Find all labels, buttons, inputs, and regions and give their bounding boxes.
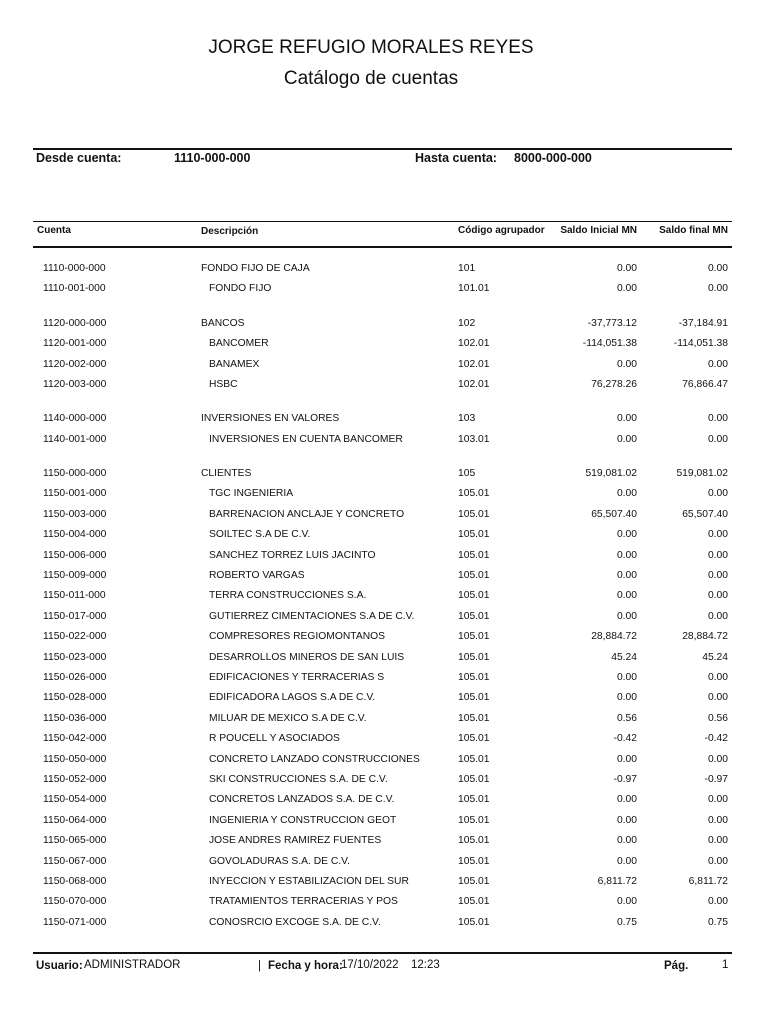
footer-datetime-label: Fecha y hora: bbox=[268, 960, 343, 972]
opening-balance: 65,507.40 bbox=[591, 508, 637, 520]
grouping-code: 102.01 bbox=[458, 338, 490, 350]
table-row bbox=[0, 379, 768, 397]
opening-balance: 0.00 bbox=[616, 610, 637, 622]
footer-page-value: 1 bbox=[722, 959, 729, 971]
opening-balance: 76,278.26 bbox=[591, 378, 637, 390]
account-description: HSBC bbox=[209, 378, 238, 390]
closing-balance: -0.97 bbox=[704, 773, 728, 785]
table-row bbox=[0, 468, 768, 486]
account-code: 1150-011-000 bbox=[43, 590, 106, 602]
account-description: DESARROLLOS MINEROS DE SAN LUIS bbox=[209, 651, 405, 663]
account-description: BANCOMER bbox=[209, 338, 269, 350]
grouping-code: 105.01 bbox=[458, 794, 490, 806]
grouping-code: 102.01 bbox=[458, 378, 490, 390]
account-description: GOVOLADURAS S.A. DE C.V. bbox=[209, 855, 350, 867]
closing-balance: 0.00 bbox=[707, 855, 728, 867]
closing-balance: 0.00 bbox=[707, 753, 728, 765]
account-code: 1150-036-000 bbox=[43, 712, 107, 724]
account-code: 1120-000-000 bbox=[43, 317, 107, 329]
closing-balance: -114,051.38 bbox=[673, 338, 728, 350]
opening-balance: 0.00 bbox=[616, 358, 637, 370]
account-description: R POUCELL Y ASOCIADOS bbox=[209, 733, 340, 745]
account-code: 1120-001-000 bbox=[43, 338, 107, 350]
table-row bbox=[0, 529, 768, 547]
closing-balance: -37,184.91 bbox=[678, 317, 728, 329]
table-row bbox=[0, 652, 768, 670]
account-code: 1150-022-000 bbox=[43, 631, 107, 643]
table-row bbox=[0, 794, 768, 812]
account-code: 1150-052-000 bbox=[43, 773, 107, 785]
account-code: 1150-003-000 bbox=[43, 508, 107, 520]
opening-balance: 0.00 bbox=[616, 283, 637, 295]
account-code: 1150-023-000 bbox=[43, 651, 107, 663]
opening-balance: 0.00 bbox=[616, 488, 637, 500]
grouping-code: 105.01 bbox=[458, 773, 490, 785]
table-row bbox=[0, 509, 768, 527]
table-row bbox=[0, 835, 768, 853]
grouping-code: 105.01 bbox=[458, 916, 490, 928]
account-code: 1150-001-000 bbox=[43, 488, 107, 500]
table-row bbox=[0, 318, 768, 336]
closing-balance: 519,081.02 bbox=[676, 467, 728, 479]
account-code: 1150-009-000 bbox=[43, 569, 107, 581]
table-row bbox=[0, 692, 768, 710]
grouping-code: 105.01 bbox=[458, 814, 490, 826]
table-row bbox=[0, 434, 768, 452]
account-description: CONCRETO LANZADO CONSTRUCCIONES bbox=[209, 753, 420, 765]
footer-time-value: 12:23 bbox=[411, 959, 440, 971]
account-description: EDIFICACIONES Y TERRACERIAS S bbox=[209, 671, 385, 683]
grouping-code: 102 bbox=[458, 317, 476, 329]
opening-balance: 0.00 bbox=[616, 835, 637, 847]
grouping-code: 105.01 bbox=[458, 651, 490, 663]
account-code: 1150-065-000 bbox=[43, 835, 107, 847]
table-row bbox=[0, 359, 768, 377]
opening-balance: 0.00 bbox=[616, 433, 637, 445]
grouping-code: 101 bbox=[458, 263, 476, 274]
company-name: JORGE REFUGIO MORALES REYES bbox=[208, 37, 534, 58]
col-header-saldo-final: Saldo final MN bbox=[659, 225, 728, 236]
table-row bbox=[0, 754, 768, 772]
table-row bbox=[0, 590, 768, 608]
closing-balance: 0.00 bbox=[707, 692, 728, 704]
account-description: EDIFICADORA LAGOS S.A DE C.V. bbox=[209, 692, 376, 704]
grouping-code: 105.01 bbox=[458, 590, 490, 602]
account-code: 1110-000-000 bbox=[43, 263, 106, 274]
closing-balance: 0.00 bbox=[707, 488, 728, 500]
account-code: 1150-070-000 bbox=[43, 896, 107, 908]
closing-balance: 0.00 bbox=[707, 671, 728, 683]
to-account-label: Hasta cuenta: bbox=[415, 151, 497, 165]
account-description: BARRENACION ANCLAJE Y CONCRETO bbox=[209, 508, 405, 520]
account-description: INYECCION Y ESTABILIZACION DEL SUR bbox=[209, 875, 409, 887]
grouping-code: 102.01 bbox=[458, 358, 490, 370]
account-description: ROBERTO VARGAS bbox=[209, 569, 305, 581]
grouping-code: 105.01 bbox=[458, 753, 490, 765]
closing-balance: 0.00 bbox=[707, 433, 728, 445]
footer-page-label: Pág. bbox=[664, 960, 689, 972]
account-code: 1150-028-000 bbox=[43, 692, 107, 704]
report-title: Catálogo de cuentas bbox=[283, 68, 459, 89]
footer-top-rule bbox=[33, 952, 732, 954]
account-description: INVERSIONES EN CUENTA BANCOMER bbox=[209, 433, 403, 445]
grouping-code: 103.01 bbox=[458, 433, 490, 445]
grouping-code: 105.01 bbox=[458, 855, 490, 867]
table-row bbox=[0, 774, 768, 792]
closing-balance: 0.00 bbox=[707, 358, 728, 370]
table-row bbox=[0, 488, 768, 506]
account-description: BANCOS bbox=[201, 317, 245, 329]
grouping-code: 105.01 bbox=[458, 835, 490, 847]
grouping-code: 105.01 bbox=[458, 569, 490, 581]
footer-user-label: Usuario: bbox=[36, 960, 83, 972]
opening-balance: 0.00 bbox=[616, 814, 637, 826]
closing-balance: 0.00 bbox=[707, 896, 728, 908]
closing-balance: 0.00 bbox=[707, 283, 728, 295]
table-row bbox=[0, 631, 768, 649]
account-code: 1150-000-000 bbox=[43, 467, 107, 479]
account-description: TRATAMIENTOS TERRACERIAS Y POS bbox=[209, 896, 398, 908]
opening-balance: 0.00 bbox=[616, 549, 637, 561]
grouping-code: 105.01 bbox=[458, 733, 490, 745]
opening-balance: 0.00 bbox=[616, 590, 637, 602]
grouping-code: 101.01 bbox=[458, 283, 490, 295]
table-row bbox=[0, 733, 768, 751]
account-description: INGENIERIA Y CONSTRUCCION GEOT bbox=[209, 814, 397, 826]
table-row bbox=[0, 283, 768, 301]
account-code: 1150-006-000 bbox=[43, 549, 107, 561]
from-account-value: 1110-000-000 bbox=[174, 151, 251, 165]
account-code: 1150-017-000 bbox=[43, 610, 107, 622]
opening-balance: 0.00 bbox=[616, 855, 637, 867]
closing-balance: 65,507.40 bbox=[682, 508, 728, 520]
account-code: 1150-054-000 bbox=[43, 794, 107, 806]
grouping-code: 105.01 bbox=[458, 508, 490, 520]
col-header-cuenta: Cuenta bbox=[37, 225, 71, 236]
account-code: 1150-071-000 bbox=[43, 916, 107, 928]
grouping-code: 105.01 bbox=[458, 610, 490, 622]
table-row bbox=[0, 896, 768, 914]
grouping-code: 105.01 bbox=[458, 549, 490, 561]
opening-balance: 0.75 bbox=[616, 916, 637, 928]
closing-balance: 0.00 bbox=[707, 814, 728, 826]
footer-date-value: 17/10/2022 bbox=[341, 959, 399, 971]
opening-balance: 0.00 bbox=[616, 692, 637, 704]
opening-balance: 0.00 bbox=[616, 569, 637, 581]
opening-balance: -114,051.38 bbox=[582, 338, 637, 350]
opening-balance: -0.42 bbox=[613, 733, 637, 745]
opening-balance: 0.00 bbox=[616, 263, 637, 274]
grouping-code: 105.01 bbox=[458, 896, 490, 908]
account-code: 1150-042-000 bbox=[43, 733, 107, 745]
account-description: CLIENTES bbox=[201, 467, 252, 479]
table-row bbox=[0, 611, 768, 629]
account-code: 1120-003-000 bbox=[43, 378, 107, 390]
closing-balance: 0.00 bbox=[707, 413, 728, 425]
closing-balance: 76,866.47 bbox=[682, 378, 728, 390]
account-code: 1150-068-000 bbox=[43, 875, 107, 887]
opening-balance: 0.00 bbox=[616, 671, 637, 683]
col-header-saldo-inicial: Saldo Inicial MN bbox=[560, 225, 637, 236]
account-code: 1150-004-000 bbox=[43, 529, 107, 541]
grouping-code: 105.01 bbox=[458, 692, 490, 704]
table-row bbox=[0, 570, 768, 588]
opening-balance: 0.00 bbox=[616, 529, 637, 541]
account-description: SKI CONSTRUCCIONES S.A. DE C.V. bbox=[209, 773, 388, 785]
table-row bbox=[0, 413, 768, 431]
opening-balance: 28,884.72 bbox=[591, 631, 637, 643]
grouping-code: 105.01 bbox=[458, 529, 490, 541]
closing-balance: -0.42 bbox=[704, 733, 728, 745]
account-description: SANCHEZ TORREZ LUIS JACINTO bbox=[209, 549, 376, 561]
closing-balance: 45.24 bbox=[702, 651, 728, 663]
closing-balance: 0.00 bbox=[707, 263, 728, 274]
account-code: 1110-001-000 bbox=[43, 283, 106, 295]
account-code: 1120-002-000 bbox=[43, 358, 107, 370]
opening-balance: 0.00 bbox=[616, 413, 637, 425]
closing-balance: 0.00 bbox=[707, 549, 728, 561]
account-code: 1150-067-000 bbox=[43, 855, 107, 867]
opening-balance: 0.56 bbox=[616, 712, 637, 724]
account-code: 1140-000-000 bbox=[43, 413, 107, 425]
opening-balance: 45.24 bbox=[611, 651, 637, 663]
table-row bbox=[0, 876, 768, 894]
table-row bbox=[0, 856, 768, 874]
col-header-codigo: Código agrupador bbox=[458, 225, 545, 236]
table-row bbox=[0, 338, 768, 356]
table-row bbox=[0, 550, 768, 568]
closing-balance: 0.00 bbox=[707, 794, 728, 806]
col-header-descripcion: Descripción bbox=[201, 226, 259, 237]
table-row bbox=[0, 815, 768, 833]
opening-balance: 519,081.02 bbox=[585, 467, 637, 479]
closing-balance: 28,884.72 bbox=[682, 631, 728, 643]
account-description: BANAMEX bbox=[209, 358, 260, 370]
account-description: CONCRETOS LANZADOS S.A. DE C.V. bbox=[209, 794, 395, 806]
account-description: TERRA CONSTRUCCIONES S.A. bbox=[209, 590, 367, 602]
account-description: COMPRESORES REGIOMONTANOS bbox=[209, 631, 386, 643]
account-code: 1150-026-000 bbox=[43, 671, 107, 683]
account-description: TGC INGENIERIA bbox=[209, 488, 294, 500]
closing-balance: 0.00 bbox=[707, 529, 728, 541]
opening-balance: -37,773.12 bbox=[587, 317, 637, 329]
opening-balance: 0.00 bbox=[616, 896, 637, 908]
account-description: INVERSIONES EN VALORES bbox=[201, 413, 340, 425]
from-account-label: Desde cuenta: bbox=[36, 151, 122, 165]
grouping-code: 105.01 bbox=[458, 712, 490, 724]
account-description: CONOSRCIO EXCOGE S.A. DE C.V. bbox=[209, 916, 381, 928]
table-row bbox=[0, 263, 768, 281]
account-description: FONDO FIJO bbox=[209, 283, 272, 295]
closing-balance: 0.00 bbox=[707, 569, 728, 581]
opening-balance: -0.97 bbox=[613, 773, 637, 785]
footer-user-value: ADMINISTRADOR bbox=[84, 959, 181, 971]
closing-balance: 0.75 bbox=[707, 916, 728, 928]
account-code: 1150-064-000 bbox=[43, 814, 107, 826]
closing-balance: 6,811.72 bbox=[688, 875, 728, 887]
closing-balance: 0.00 bbox=[707, 835, 728, 847]
table-row bbox=[0, 917, 768, 935]
account-code: 1140-001-000 bbox=[43, 433, 107, 445]
opening-balance: 6,811.72 bbox=[597, 875, 637, 887]
closing-balance: 0.56 bbox=[707, 712, 728, 724]
grouping-code: 105 bbox=[458, 467, 476, 479]
account-description: JOSE ANDRES RAMIREZ FUENTES bbox=[209, 835, 382, 847]
grouping-code: 105.01 bbox=[458, 631, 490, 643]
opening-balance: 0.00 bbox=[616, 753, 637, 765]
account-description: FONDO FIJO DE CAJA bbox=[201, 263, 310, 274]
to-account-value: 8000-000-000 bbox=[514, 151, 592, 165]
grouping-code: 105.01 bbox=[458, 875, 490, 887]
account-description: MILUAR DE MEXICO S.A DE C.V. bbox=[209, 712, 367, 724]
account-description: GUTIERREZ CIMENTACIONES S.A DE C.V. bbox=[209, 610, 415, 622]
account-description: SOILTEC S.A DE C.V. bbox=[209, 529, 311, 541]
table-row bbox=[0, 672, 768, 690]
grouping-code: 105.01 bbox=[458, 488, 490, 500]
closing-balance: 0.00 bbox=[707, 590, 728, 602]
opening-balance: 0.00 bbox=[616, 794, 637, 806]
grouping-code: 105.01 bbox=[458, 671, 490, 683]
account-code: 1150-050-000 bbox=[43, 753, 107, 765]
closing-balance: 0.00 bbox=[707, 610, 728, 622]
grouping-code: 103 bbox=[458, 413, 476, 425]
table-row bbox=[0, 713, 768, 731]
footer-separator: | bbox=[258, 960, 261, 972]
